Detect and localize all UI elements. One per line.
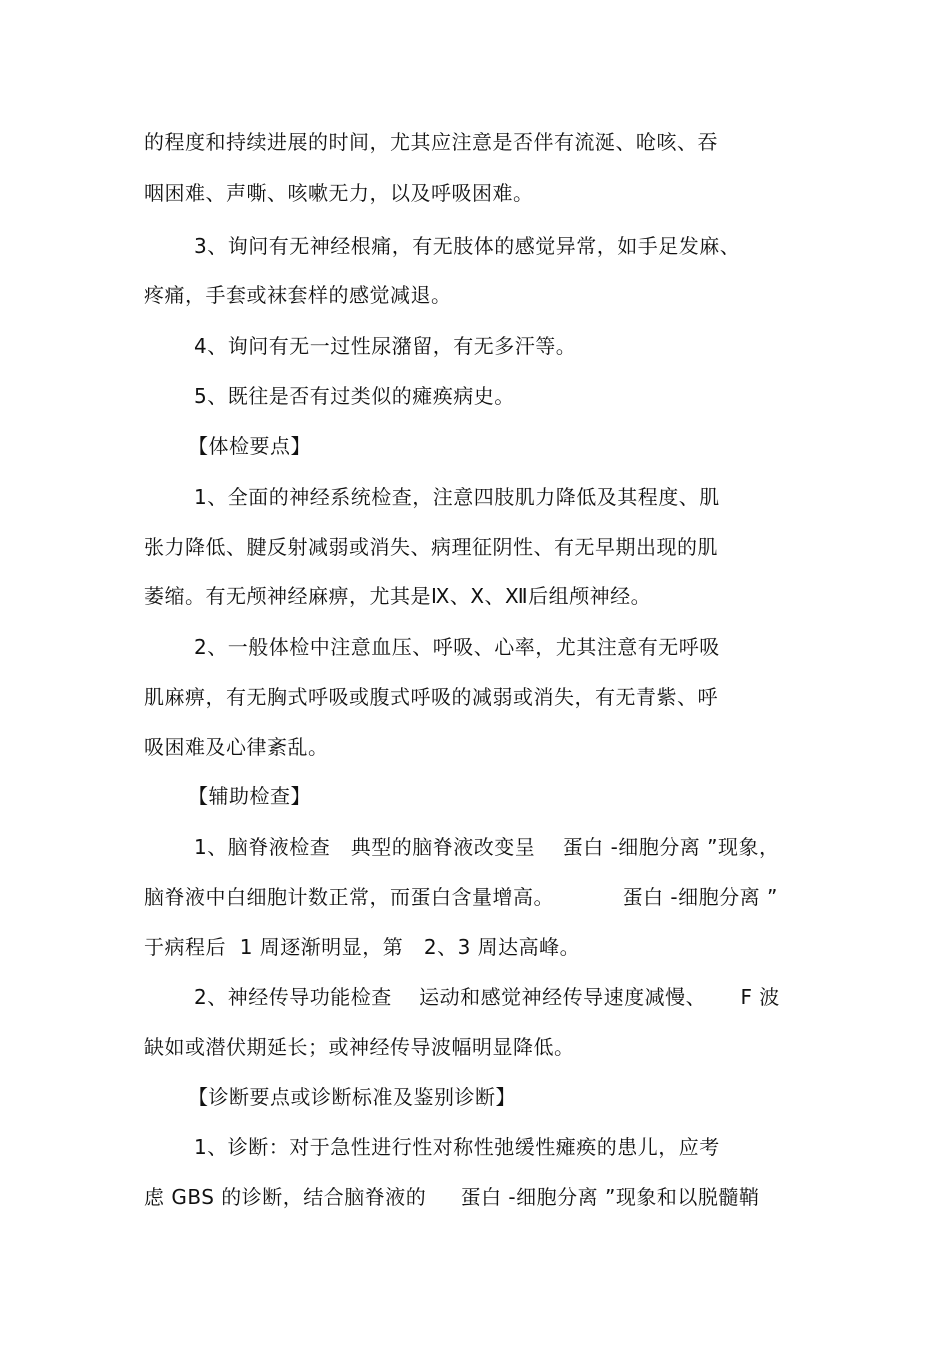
text-line-16: 脑脊液中白细胞计数正常，而蛋白含量增高。 蛋白 -细胞分离 ”	[144, 885, 778, 909]
text-line-8: 1、全面的神经系统检查，注意四肢肌力降低及其程度、肌	[194, 485, 720, 509]
text-line-19: 缺如或潜伏期延长；或神经传导波幅明显降低。	[144, 1035, 575, 1059]
text-line-5: 4、询问有无一过性尿潴留，有无多汗等。	[194, 334, 577, 358]
text-line-12: 肌麻痹，有无胸式呼吸或腹式呼吸的减弱或消失，有无青紫、呼	[144, 685, 718, 709]
section-heading-diagnosis: 【诊断要点或诊断标准及鉴别诊断】	[188, 1085, 516, 1109]
text-line-13: 吸困难及心律紊乱。	[144, 735, 329, 759]
section-heading-physical-exam: 【体检要点】	[188, 434, 311, 458]
text-line-15: 1、脑脊液检查 典型的脑脊液改变呈 蛋白 -细胞分离 ”现象，	[194, 835, 780, 859]
text-line-18: 2、神经传导功能检查 运动和感觉神经传导速度减慢、 F 波	[194, 985, 780, 1009]
text-line-21: 1、诊断：对于急性进行性对称性弛缓性瘫痪的患儿，应考	[194, 1135, 720, 1159]
text-line-10: 萎缩。有无颅神经麻痹，尤其是Ⅸ、Ⅹ、Ⅻ后组颅神经。	[144, 584, 652, 608]
text-line-1: 的程度和持续进展的时间，尤其应注意是否伴有流涎、呛咳、吞	[144, 130, 718, 154]
text-line-9: 张力降低、腱反射减弱或消失、病理征阴性、有无早期出现的肌	[144, 535, 718, 559]
text-line-2: 咽困难、声嘶、咳嗽无力，以及呼吸困难。	[144, 181, 534, 205]
text-line-3: 3、询问有无神经根痛，有无肢体的感觉异常，如手足发麻、	[194, 234, 741, 258]
text-line-11: 2、一般体检中注意血压、呼吸、心率，尤其注意有无呼吸	[194, 635, 720, 659]
text-line-17: 于病程后 1 周逐渐明显，第 2、3 周达高峰。	[144, 935, 581, 959]
section-heading-auxiliary-exam: 【辅助检查】	[188, 784, 311, 808]
text-line-22: 虑 GBS 的诊断，结合脑脊液的 蛋白 -细胞分离 ”现象和以脱髓鞘	[144, 1185, 760, 1209]
text-line-4: 疼痛，手套或袜套样的感觉减退。	[144, 283, 452, 307]
text-line-6: 5、既往是否有过类似的瘫痪病史。	[194, 384, 515, 408]
